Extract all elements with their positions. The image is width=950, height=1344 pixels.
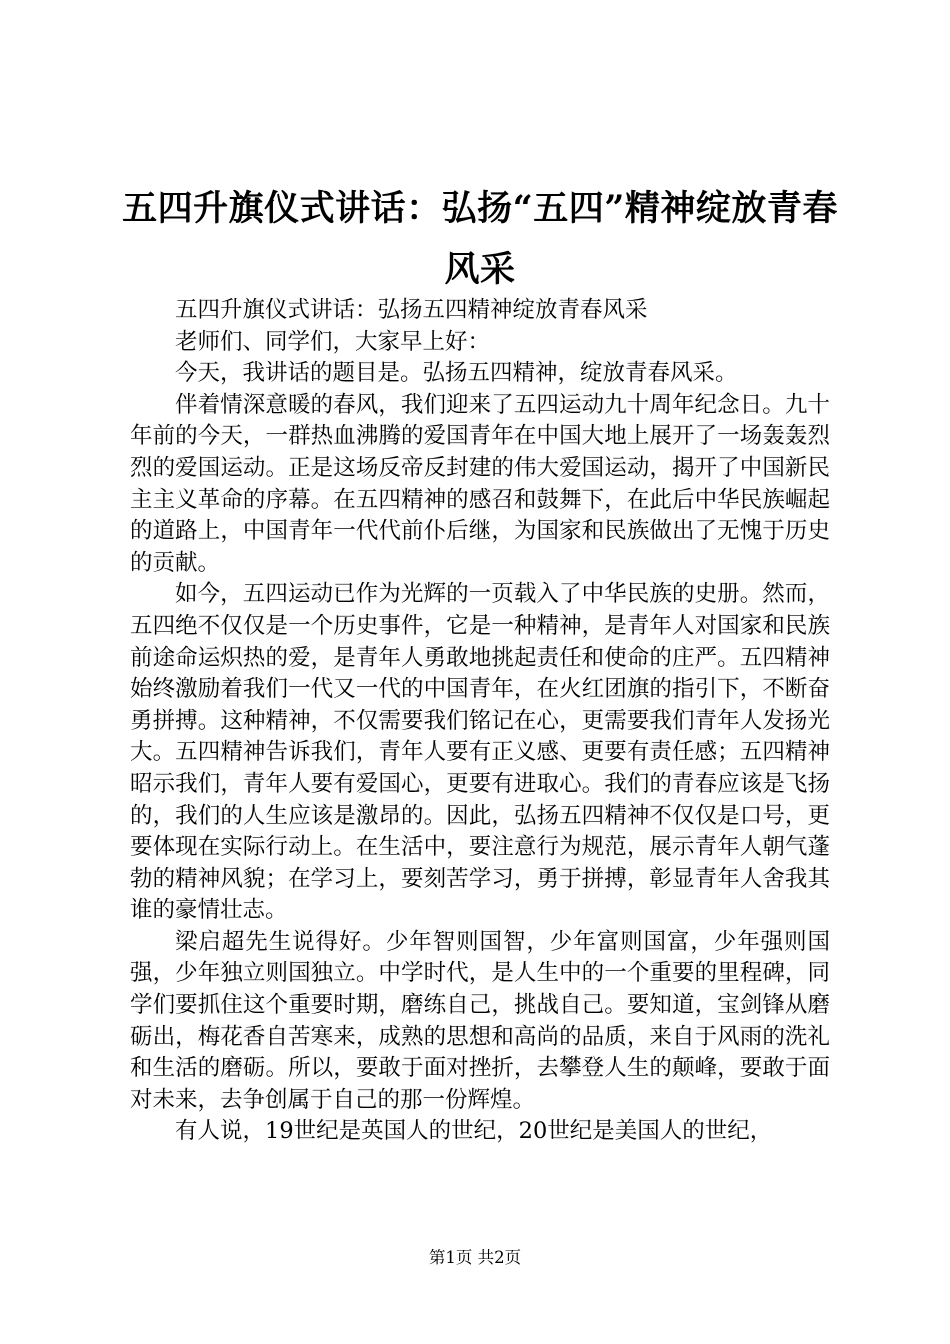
paragraph: 有人说，19世纪是英国人的世纪，20世纪是美国人的世纪， xyxy=(175,1118,773,1145)
paragraph-greeting: 老师们、同学们，大家早上好： xyxy=(175,328,491,355)
paragraph-heading-repeat: 五四升旗仪式讲话：弘扬五四精神绽放青春风采 xyxy=(175,297,648,323)
document-body xyxy=(130,295,830,1148)
paragraph-topic: 今天，我讲话的题目是。弘扬五四精神，绽放青春风采。 xyxy=(175,360,738,387)
paragraph: 梁启超先生说得好。少年智则国智，少年富则国富，少年强则国强，少年独立则国独立。中学时代，是人生中的一个重要的里程碑，同学们要抓住这个重要时期，磨练自己，挑战自己。要知道，宝剑锋从磨砺出，梅花香自苦寒来，成熟的思想和高尚的品质，来自于风雨的洗礼和生活的磨砺。所以，要敢于面对挫折，去攀登人生的颠峰，要敢于面对未来，去争创属于自己的那一份辉煌。 xyxy=(130,928,830,1113)
page-footer: 第1页 共2页 xyxy=(428,1248,522,1267)
document-title: 五四升旗仪式讲话：弘扬“五四”精神绽放青春风采 xyxy=(122,188,838,290)
paragraph: 伴着情深意暖的春风，我们迎来了五四运动九十周年纪念日。九十年前的今天，一群热血沸腾的爱国青年在中国大地上展开了一场轰轰烈烈的爱国运动。正是这场反帝反封建的伟大爱国运动，揭开了中国新民主主义革命的序幕。在五四精神的感召和鼓舞下，在此后中华民族崛起的道路上，中国青年一代代前仆后继，为国家和民族做出了无愧于历史的贡献。 xyxy=(130,391,830,576)
paragraph: 如今，五四运动已作为光辉的一页载入了中华民族的史册。然而，五四绝不仅仅是一个历史事件，它是一种精神，是青年人对国家和民族前途命运炽热的爱，是青年人勇敢地挑起责任和使命的庄严。五四精神始终激励着我们一代又一代的中国青年，在火红团旗的指引下，不断奋勇拼搏。这种精神，不仅需要我们铭记在心，更需要我们青年人发扬光大。五四精神告诉我们，青年人要有正义感、更要有责任感；五四精神昭示我们，青年人要有爱国心，更要有进取心。我们的青春应该是飞扬的，我们的人生应该是激昂的。因此，弘扬五四精神不仅仅是口号，更要体现在实际行动上。在生活中，要注意行为规范，展示青年人朝气蓬勃的精神风貌；在学习上，要刻苦学习，勇于拼搏，彰显青年人舍我其谁的豪情壮志。 xyxy=(130,581,830,924)
